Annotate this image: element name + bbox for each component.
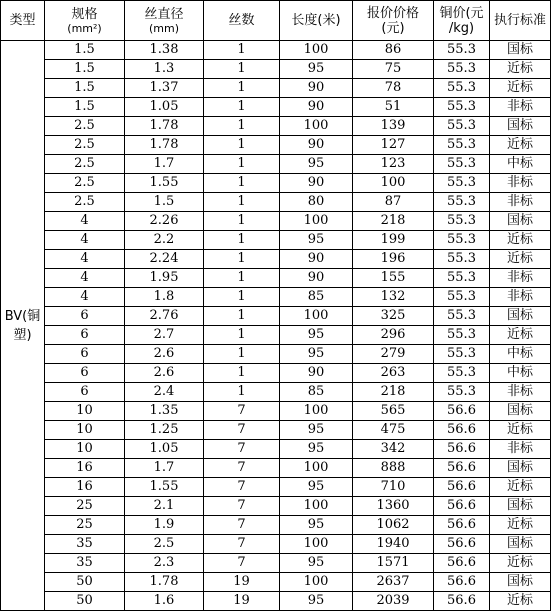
cell-price: 51 xyxy=(353,98,434,117)
cell-wire-diameter: 1.3 xyxy=(125,60,204,79)
table-row xyxy=(1,250,551,269)
cell-price: 196 xyxy=(353,250,434,269)
header-standard xyxy=(490,1,551,41)
cell-standard: 近标 xyxy=(490,554,551,573)
cell-wire-count: 1 xyxy=(204,174,280,193)
cell-wire-diameter: 2.1 xyxy=(125,497,204,516)
table-row xyxy=(1,459,551,478)
cell-price: 87 xyxy=(353,193,434,212)
cell-standard: 非标 xyxy=(490,440,551,459)
table-row xyxy=(1,516,551,535)
cell-spec: 2.5 xyxy=(45,193,125,212)
cell-copper-price: 55.3 xyxy=(434,79,490,98)
cell-spec: 50 xyxy=(45,573,125,592)
cell-length: 100 xyxy=(280,41,353,60)
cell-standard: 非标 xyxy=(490,174,551,193)
cell-length: 90 xyxy=(280,174,353,193)
cell-spec: 1.5 xyxy=(45,60,125,79)
cell-price: 2637 xyxy=(353,573,434,592)
cell-wire-count: 1 xyxy=(204,117,280,136)
cell-standard: 国标 xyxy=(490,497,551,516)
cell-copper-price: 55.3 xyxy=(434,307,490,326)
cell-length: 95 xyxy=(280,60,353,79)
cell-wire-count: 7 xyxy=(204,402,280,421)
cell-spec: 6 xyxy=(45,383,125,402)
cell-copper-price: 56.6 xyxy=(434,535,490,554)
table-row xyxy=(1,307,551,326)
cell-length: 100 xyxy=(280,212,353,231)
cell-wire-count: 1 xyxy=(204,212,280,231)
table-row xyxy=(1,98,551,117)
table-row xyxy=(1,383,551,402)
cell-spec: 6 xyxy=(45,326,125,345)
cell-wire-count: 1 xyxy=(204,269,280,288)
table-row xyxy=(1,421,551,440)
cell-spec: 2.5 xyxy=(45,136,125,155)
cell-wire-diameter: 1.7 xyxy=(125,155,204,174)
table-body xyxy=(1,41,551,611)
table-row xyxy=(1,79,551,98)
cell-wire-count: 7 xyxy=(204,516,280,535)
cell-copper-price: 56.6 xyxy=(434,516,490,535)
cell-length: 85 xyxy=(280,288,353,307)
cell-copper-price: 55.3 xyxy=(434,174,490,193)
cell-standard: 近标 xyxy=(490,326,551,345)
cell-price: 1360 xyxy=(353,497,434,516)
cell-copper-price: 56.6 xyxy=(434,402,490,421)
cell-wire-count: 1 xyxy=(204,307,280,326)
cell-wire-count: 1 xyxy=(204,155,280,174)
cell-price: 710 xyxy=(353,478,434,497)
cell-spec: 35 xyxy=(45,554,125,573)
cell-copper-price: 55.3 xyxy=(434,155,490,174)
cell-copper-price: 56.6 xyxy=(434,497,490,516)
cell-length: 80 xyxy=(280,193,353,212)
cell-wire-diameter: 1.7 xyxy=(125,459,204,478)
cell-copper-price: 56.6 xyxy=(434,440,490,459)
cell-price: 888 xyxy=(353,459,434,478)
cell-wire-count: 7 xyxy=(204,478,280,497)
cell-copper-price: 55.3 xyxy=(434,136,490,155)
cell-length: 90 xyxy=(280,269,353,288)
cell-wire-count: 1 xyxy=(204,364,280,383)
cell-wire-diameter: 1.05 xyxy=(125,98,204,117)
cell-wire-diameter: 2.76 xyxy=(125,307,204,326)
cell-length: 95 xyxy=(280,326,353,345)
cell-spec: 16 xyxy=(45,459,125,478)
cell-standard: 中标 xyxy=(490,345,551,364)
header-length xyxy=(280,1,353,41)
cell-standard: 非标 xyxy=(490,383,551,402)
cell-spec: 50 xyxy=(45,592,125,611)
cell-standard: 近标 xyxy=(490,79,551,98)
header-price xyxy=(353,1,434,41)
cell-price: 218 xyxy=(353,212,434,231)
cell-wire-diameter: 2.5 xyxy=(125,535,204,554)
cell-copper-price: 55.3 xyxy=(434,117,490,136)
cell-standard: 近标 xyxy=(490,592,551,611)
cell-wire-diameter: 1.8 xyxy=(125,288,204,307)
cell-length: 100 xyxy=(280,497,353,516)
cell-spec: 4 xyxy=(45,250,125,269)
cell-standard: 近标 xyxy=(490,421,551,440)
cell-wire-diameter: 1.78 xyxy=(125,117,204,136)
cell-length: 95 xyxy=(280,421,353,440)
cell-copper-price: 55.3 xyxy=(434,212,490,231)
cell-wire-count: 1 xyxy=(204,250,280,269)
cell-length: 90 xyxy=(280,364,353,383)
table-row xyxy=(1,174,551,193)
cell-wire-count: 19 xyxy=(204,573,280,592)
cell-price: 100 xyxy=(353,174,434,193)
cell-wire-count: 19 xyxy=(204,592,280,611)
cell-copper-price: 56.6 xyxy=(434,592,490,611)
cell-wire-count: 1 xyxy=(204,345,280,364)
cell-wire-count: 7 xyxy=(204,497,280,516)
cell-wire-diameter: 2.24 xyxy=(125,250,204,269)
cell-spec: 4 xyxy=(45,231,125,250)
cell-copper-price: 55.3 xyxy=(434,269,490,288)
header-copper-price xyxy=(434,1,490,41)
cell-spec: 25 xyxy=(45,516,125,535)
cell-wire-diameter: 1.38 xyxy=(125,41,204,60)
cell-price: 279 xyxy=(353,345,434,364)
cell-standard: 近标 xyxy=(490,136,551,155)
header-length-label: 长度(米) xyxy=(291,13,341,28)
cell-wire-count: 1 xyxy=(204,288,280,307)
cell-wire-diameter: 1.25 xyxy=(125,421,204,440)
cell-wire-diameter: 2.6 xyxy=(125,364,204,383)
cell-standard: 国标 xyxy=(490,117,551,136)
header-spec xyxy=(45,1,125,41)
table-row xyxy=(1,155,551,174)
cell-length: 100 xyxy=(280,459,353,478)
table-row xyxy=(1,269,551,288)
cell-type: BV(铜塑) xyxy=(1,41,45,611)
cell-standard: 非标 xyxy=(490,193,551,212)
cell-wire-count: 1 xyxy=(204,79,280,98)
cell-standard: 非标 xyxy=(490,269,551,288)
header-spec-label: 规格 xyxy=(71,6,98,22)
table-row xyxy=(1,41,551,60)
table-row xyxy=(1,497,551,516)
cell-price: 1062 xyxy=(353,516,434,535)
cell-wire-count: 1 xyxy=(204,41,280,60)
cell-standard: 近标 xyxy=(490,516,551,535)
table-row xyxy=(1,117,551,136)
cell-standard: 国标 xyxy=(490,459,551,478)
cell-copper-price: 55.3 xyxy=(434,250,490,269)
cell-price: 218 xyxy=(353,383,434,402)
cell-price: 1940 xyxy=(353,535,434,554)
header-wire-count-label: 丝数 xyxy=(228,13,255,28)
cell-standard: 国标 xyxy=(490,573,551,592)
header-wire-count xyxy=(204,1,280,41)
cell-wire-diameter: 2.3 xyxy=(125,554,204,573)
cell-spec: 25 xyxy=(45,497,125,516)
cell-wire-diameter: 1.6 xyxy=(125,592,204,611)
cell-price: 1571 xyxy=(353,554,434,573)
table-row xyxy=(1,193,551,212)
cell-standard: 国标 xyxy=(490,535,551,554)
cell-standard: 近标 xyxy=(490,250,551,269)
header-wire-diameter xyxy=(125,1,204,41)
header-row xyxy=(1,1,551,41)
cell-wire-count: 7 xyxy=(204,440,280,459)
header-copper-price-unit: /kg) xyxy=(448,20,475,36)
table-row xyxy=(1,60,551,79)
cell-copper-price: 55.3 xyxy=(434,60,490,79)
table-row xyxy=(1,535,551,554)
cell-wire-diameter: 1.9 xyxy=(125,516,204,535)
cell-wire-diameter: 2.26 xyxy=(125,212,204,231)
table-row xyxy=(1,478,551,497)
cell-price: 475 xyxy=(353,421,434,440)
cell-price: 565 xyxy=(353,402,434,421)
table-row xyxy=(1,288,551,307)
cell-copper-price: 55.3 xyxy=(434,326,490,345)
cell-length: 90 xyxy=(280,98,353,117)
cell-length: 100 xyxy=(280,117,353,136)
cell-price: 123 xyxy=(353,155,434,174)
table-row xyxy=(1,402,551,421)
header-wire-diameter-unit: (mm) xyxy=(148,21,179,35)
table-row xyxy=(1,136,551,155)
cell-length: 90 xyxy=(280,79,353,98)
cell-copper-price: 55.3 xyxy=(434,345,490,364)
cell-spec: 10 xyxy=(45,402,125,421)
cell-price: 127 xyxy=(353,136,434,155)
cell-spec: 6 xyxy=(45,345,125,364)
cell-spec: 35 xyxy=(45,535,125,554)
cell-copper-price: 55.3 xyxy=(434,193,490,212)
cell-length: 100 xyxy=(280,402,353,421)
table-row xyxy=(1,212,551,231)
table-row xyxy=(1,345,551,364)
cell-length: 95 xyxy=(280,440,353,459)
cell-wire-count: 1 xyxy=(204,326,280,345)
cell-spec: 4 xyxy=(45,212,125,231)
cell-standard: 非标 xyxy=(490,288,551,307)
cell-wire-diameter: 1.5 xyxy=(125,193,204,212)
cell-price: 325 xyxy=(353,307,434,326)
cell-length: 85 xyxy=(280,383,353,402)
cell-price: 86 xyxy=(353,41,434,60)
cell-standard: 国标 xyxy=(490,212,551,231)
cell-spec: 2.5 xyxy=(45,174,125,193)
cell-wire-count: 1 xyxy=(204,60,280,79)
cell-spec: 1.5 xyxy=(45,79,125,98)
header-copper-price-label: 铜价(元 xyxy=(439,5,484,21)
cell-spec: 2.5 xyxy=(45,117,125,136)
cell-length: 90 xyxy=(280,250,353,269)
cell-copper-price: 55.3 xyxy=(434,288,490,307)
cell-standard: 中标 xyxy=(490,364,551,383)
cell-wire-count: 7 xyxy=(204,535,280,554)
header-type-label: 类型 xyxy=(9,13,36,28)
cell-spec: 4 xyxy=(45,288,125,307)
cell-wire-diameter: 1.95 xyxy=(125,269,204,288)
cell-wire-count: 1 xyxy=(204,136,280,155)
cell-price: 78 xyxy=(353,79,434,98)
cell-spec: 6 xyxy=(45,307,125,326)
cell-length: 95 xyxy=(280,554,353,573)
header-standard-label: 执行标准 xyxy=(493,13,546,28)
cell-wire-count: 7 xyxy=(204,421,280,440)
cell-spec: 4 xyxy=(45,269,125,288)
table-row xyxy=(1,592,551,611)
cell-wire-count: 7 xyxy=(204,459,280,478)
cell-price: 199 xyxy=(353,231,434,250)
cell-spec: 10 xyxy=(45,421,125,440)
cell-copper-price: 56.6 xyxy=(434,573,490,592)
cell-length: 95 xyxy=(280,231,353,250)
cell-wire-diameter: 2.2 xyxy=(125,231,204,250)
header-spec-unit: (mm²) xyxy=(67,21,102,35)
cell-wire-diameter: 1.05 xyxy=(125,440,204,459)
table-row xyxy=(1,440,551,459)
cell-copper-price: 55.3 xyxy=(434,383,490,402)
table-row xyxy=(1,364,551,383)
cell-wire-diameter: 2.7 xyxy=(125,326,204,345)
cell-length: 95 xyxy=(280,516,353,535)
cell-spec: 10 xyxy=(45,440,125,459)
cell-wire-diameter: 1.55 xyxy=(125,174,204,193)
cell-spec: 6 xyxy=(45,364,125,383)
cell-spec: 16 xyxy=(45,478,125,497)
cell-price: 75 xyxy=(353,60,434,79)
cell-standard: 中标 xyxy=(490,155,551,174)
cell-copper-price: 56.6 xyxy=(434,478,490,497)
cell-length: 95 xyxy=(280,592,353,611)
cell-wire-diameter: 2.6 xyxy=(125,345,204,364)
cell-spec: 2.5 xyxy=(45,155,125,174)
cell-length: 90 xyxy=(280,136,353,155)
cell-length: 100 xyxy=(280,573,353,592)
cell-standard: 国标 xyxy=(490,41,551,60)
cell-price: 155 xyxy=(353,269,434,288)
cell-copper-price: 55.3 xyxy=(434,364,490,383)
cell-price: 2039 xyxy=(353,592,434,611)
cell-copper-price: 56.6 xyxy=(434,421,490,440)
cell-wire-count: 7 xyxy=(204,554,280,573)
cell-standard: 近标 xyxy=(490,231,551,250)
cell-wire-diameter: 2.4 xyxy=(125,383,204,402)
cell-price: 263 xyxy=(353,364,434,383)
cell-wire-diameter: 1.37 xyxy=(125,79,204,98)
table-row xyxy=(1,554,551,573)
header-type xyxy=(1,1,45,41)
cell-wire-diameter: 1.35 xyxy=(125,402,204,421)
cell-spec: 1.5 xyxy=(45,98,125,117)
cell-price: 139 xyxy=(353,117,434,136)
header-price-label: 报价价格 xyxy=(366,5,419,21)
cell-standard: 近标 xyxy=(490,478,551,497)
cell-price: 342 xyxy=(353,440,434,459)
cell-price: 296 xyxy=(353,326,434,345)
cell-length: 100 xyxy=(280,535,353,554)
cell-wire-count: 1 xyxy=(204,98,280,117)
cell-wire-count: 1 xyxy=(204,383,280,402)
cell-wire-count: 1 xyxy=(204,193,280,212)
cell-spec: 1.5 xyxy=(45,41,125,60)
cell-copper-price: 56.6 xyxy=(434,554,490,573)
header-price-unit: (元) xyxy=(381,20,405,36)
cell-copper-price: 56.6 xyxy=(434,459,490,478)
cell-length: 95 xyxy=(280,345,353,364)
table-row xyxy=(1,326,551,345)
cell-wire-diameter: 1.55 xyxy=(125,478,204,497)
cell-wire-diameter: 1.78 xyxy=(125,136,204,155)
cell-length: 95 xyxy=(280,155,353,174)
cell-standard: 国标 xyxy=(490,402,551,421)
table-header xyxy=(1,1,551,41)
cell-standard: 近标 xyxy=(490,60,551,79)
table-row xyxy=(1,573,551,592)
cell-price: 132 xyxy=(353,288,434,307)
table-row xyxy=(1,231,551,250)
cell-standard: 国标 xyxy=(490,307,551,326)
cell-length: 100 xyxy=(280,307,353,326)
cell-copper-price: 55.3 xyxy=(434,98,490,117)
header-wire-diameter-label: 丝直径 xyxy=(144,6,184,22)
cell-standard: 非标 xyxy=(490,98,551,117)
cell-wire-diameter: 1.78 xyxy=(125,573,204,592)
cell-length: 95 xyxy=(280,478,353,497)
cell-copper-price: 55.3 xyxy=(434,41,490,60)
cell-copper-price: 55.3 xyxy=(434,231,490,250)
cell-wire-count: 1 xyxy=(204,231,280,250)
